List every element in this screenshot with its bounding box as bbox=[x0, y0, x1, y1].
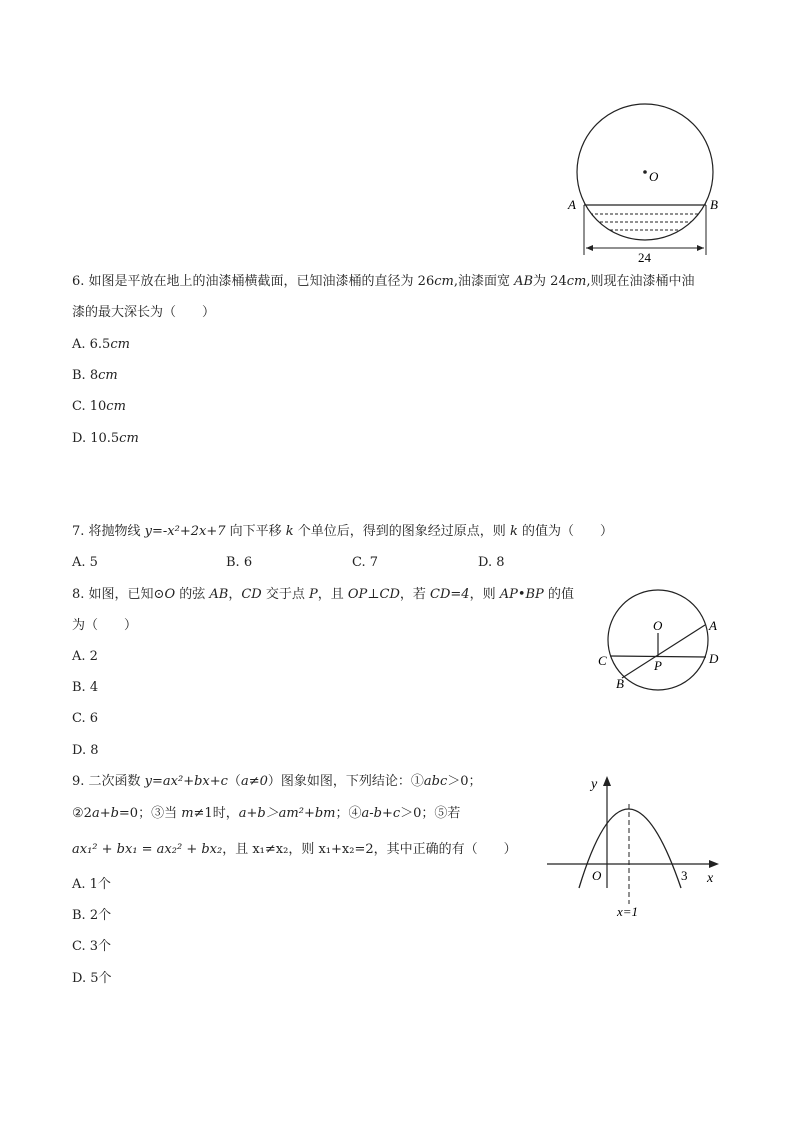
q6-option-b[interactable]: B. 8cm bbox=[72, 368, 118, 383]
q9-x-label: x bbox=[707, 871, 714, 886]
q6-label-a: A bbox=[568, 197, 576, 212]
q6-width-label: 24 bbox=[638, 250, 651, 265]
q9-option-d[interactable]: D. 5个 bbox=[72, 971, 112, 986]
q6-label-b: B bbox=[710, 197, 718, 212]
q6-option-c[interactable]: C. 10cm bbox=[72, 399, 126, 414]
q6-center-dot bbox=[643, 170, 647, 174]
q9-formula: ax₁² + bx₁ = ax₂² + bx₂ bbox=[72, 842, 223, 857]
q8-stem-line2: 为（ ） bbox=[72, 618, 138, 633]
q9-y-label: y bbox=[591, 777, 598, 792]
q8-stem-line1: 8. 如图，已知⊙O 的弦 AB，CD 交于点 P，且 OP⊥CD，若 CD=4，则 AP•BP 的值 bbox=[72, 587, 574, 602]
q8-label-b: B bbox=[616, 676, 624, 691]
q9-stem-line2: ②2a+b=0；③当 m≠1时，a+b＞am²+bm；④a-b+c＞0；⑤若 bbox=[72, 806, 461, 821]
q8-figure bbox=[590, 585, 730, 695]
q6-center-label: O bbox=[649, 169, 659, 184]
q6-option-d[interactable]: D. 10.5cm bbox=[72, 431, 139, 446]
q8-label-p: P bbox=[654, 658, 662, 673]
q8-label-c: C bbox=[598, 653, 607, 668]
q8-label-a: A bbox=[709, 618, 717, 633]
q8-label-d: D bbox=[709, 651, 719, 666]
q7-option-a[interactable]: A. 5 bbox=[72, 555, 98, 570]
q9-root-label: 3 bbox=[681, 868, 688, 883]
q8-option-c[interactable]: C. 6 bbox=[72, 711, 99, 726]
q8-option-d[interactable]: D. 8 bbox=[72, 743, 99, 758]
q8-option-a[interactable]: A. 2 bbox=[72, 649, 98, 664]
q8-option-b[interactable]: B. 4 bbox=[72, 680, 99, 695]
q9-figure bbox=[545, 770, 725, 920]
q7-option-c[interactable]: C. 7 bbox=[352, 555, 379, 570]
q8-chord-ab bbox=[622, 625, 705, 678]
q9-option-c[interactable]: C. 3个 bbox=[72, 939, 112, 954]
q9-option-a[interactable]: A. 1个 bbox=[72, 877, 111, 892]
q6-option-a[interactable]: A. 6.5cm bbox=[72, 337, 130, 352]
q6-stem-line2: 漆的最大深长为（ ） bbox=[72, 305, 216, 320]
q9-option-b[interactable]: B. 2个 bbox=[72, 908, 112, 923]
q7-option-d[interactable]: D. 8 bbox=[478, 555, 505, 570]
q6-stem-line1: 6. 如图是平放在地上的油漆桶横截面，已知油漆桶的直径为 26cm,油漆面宽 AB为 24cm,则现在油漆桶中油 bbox=[72, 274, 695, 289]
q9-stem-line3: ax₁² + bx₁ = ax₂² + bx₂，且 x₁≠x₂，则 x₁+x₂=2，其中正确的有（ ） bbox=[72, 842, 517, 857]
q9-origin-label: O bbox=[592, 868, 602, 883]
q9-stem-line1: 9. 二次函数 y=ax²+bx+c（a≠0）图象如图，下列结论：①abc＞0； bbox=[72, 774, 482, 789]
q6-figure bbox=[560, 95, 730, 270]
q8-label-o: O bbox=[653, 618, 663, 633]
q9-axis-label: x=1 bbox=[617, 904, 639, 919]
q7-option-b[interactable]: B. 6 bbox=[226, 555, 253, 570]
q7-stem: 7. 将抛物线 y=-x²+2x+7 向下平移 k 个单位后，得到的图象经过原点，则 k 的值为（ ） bbox=[72, 524, 613, 539]
